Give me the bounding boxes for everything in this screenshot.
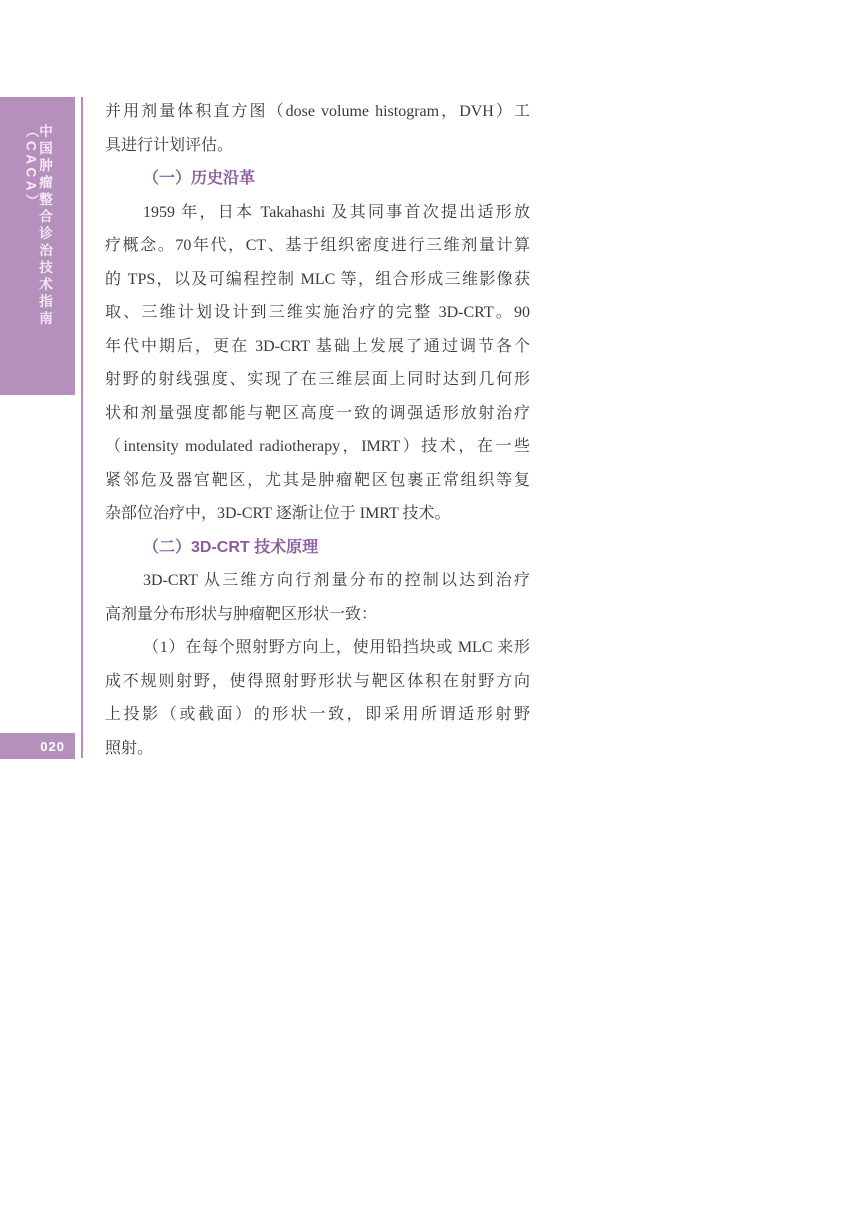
sidebar-book-title: 中国肿瘤整合诊治技术指南（CACA）: [23, 124, 52, 328]
section-heading: （一）历史沿革: [143, 170, 256, 187]
text-line: 1959 年，日本 Takahashi 及其同事首次提出适形放: [143, 203, 530, 221]
text-line: （intensity modulated radiotherapy，IMRT）技术，在一些: [105, 438, 530, 455]
vertical-divider: [81, 97, 83, 758]
text-line: 照射。: [105, 739, 154, 757]
text-line: 疗概念。70年代，CT、基于组织密度进行三维剂量计算: [105, 237, 530, 254]
text-line: 年代中期后，更在 3D-CRT 基础上发展了通过调节各个: [105, 337, 530, 355]
text-line: 射野的射线强度、实现了在三维层面上同时达到几何形: [105, 371, 530, 388]
text-line: 取、三维计划设计到三维实施治疗的完整 3D-CRT。90: [105, 304, 530, 321]
text-line: 紧邻危及器官靶区，尤其是肿瘤靶区包裹正常组织等复: [105, 471, 530, 489]
text-line: 并用剂量体积直方图（dose volume histogram，DVH）工: [105, 103, 530, 120]
text-line: 高剂量分布形状与肿瘤靶区形状一致：: [105, 605, 378, 623]
page-number-badge: [0, 733, 75, 759]
text-line: 3D-CRT 从三维方向行剂量分布的控制以达到治疗: [143, 572, 530, 589]
text-line: 杂部位治疗中，3D-CRT 逐渐让位于 IMRT 技术。: [105, 505, 451, 522]
text-line: （1）在每个照射野方向上，使用铅挡块或 MLC 来形: [143, 639, 530, 656]
sidebar-band: [0, 97, 75, 395]
main-text-column: [105, 95, 530, 765]
text-line: 上投影（或截面）的形状一致，即采用所谓适形射野: [105, 706, 530, 723]
section-heading: （二）3D-CRT 技术原理: [143, 538, 319, 556]
text-line: 的 TPS，以及可编程控制 MLC 等，组合形成三维影像获: [105, 270, 530, 288]
text-line: 成不规则射野，使得照射野形状与靶区体积在射野方向: [105, 672, 530, 690]
text-line: 状和剂量强度都能与靶区高度一致的调强适形放射治疗: [105, 404, 530, 422]
text-line: 具进行计划评估。: [105, 136, 234, 154]
page-number: 020: [40, 738, 65, 754]
